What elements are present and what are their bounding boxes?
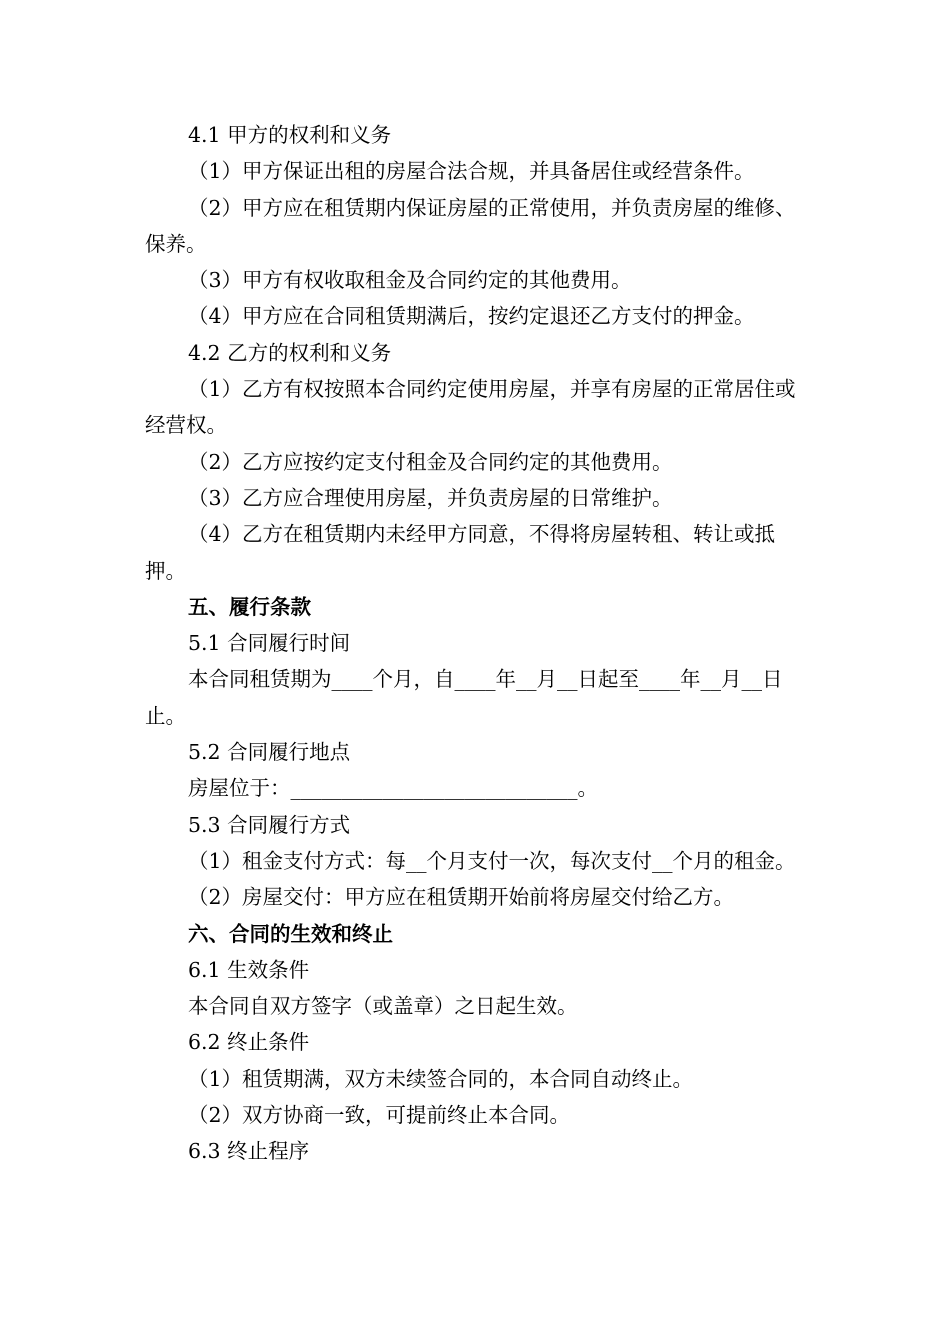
subsection-heading-4-2: 4.2 乙方的权利和义务 [188, 340, 392, 365]
subsection-heading-6-3: 6.3 终止程序 [188, 1139, 310, 1164]
paragraph-4-1-item-4: （4）甲方应在合同租赁期满后，按约定退还乙方支付的押金。 [188, 304, 755, 329]
paragraph-4-2-item-2: （2）乙方应按约定支付租金及合同约定的其他费用。 [188, 449, 673, 474]
section-heading-6: 六、合同的生效和终止 [188, 921, 393, 946]
subsection-heading-4-1: 4.1 甲方的权利和义务 [188, 123, 392, 147]
subsection-heading-5-3: 5.3 合同履行方式 [188, 812, 351, 837]
paragraph-4-2-item-1: （1）乙方有权按照本合同约定使用房屋，并享有房屋的正常居住或经营权。 [145, 377, 796, 438]
paragraph-4-2-item-3: （3）乙方应合理使用房屋，并负责房屋的日常维护。 [188, 485, 673, 510]
document-body [145, 117, 810, 1170]
subsection-heading-5-1: 5.1 合同履行时间 [188, 631, 351, 656]
paragraph-6-2-item-1: （1）租赁期满，双方未续签合同的，本合同自动终止。 [188, 1066, 694, 1091]
paragraph-5-2-location: 房屋位于：____________________________。 [188, 776, 598, 801]
paragraph-5-3-item-2: （2）房屋交付：甲方应在租赁期开始前将房屋交付给乙方。 [188, 885, 735, 910]
paragraph-4-1-item-2: （2）甲方应在租赁期内保证房屋的正常使用，并负责房屋的维修、保养。 [145, 195, 796, 256]
subsection-heading-6-2: 6.2 终止条件 [188, 1030, 310, 1055]
subsection-heading-5-2: 5.2 合同履行地点 [188, 740, 351, 765]
paragraph-4-1-item-1: （1）甲方保证出租的房屋合法合规，并具备居住或经营条件。 [188, 159, 755, 184]
paragraph-5-3-item-1: （1）租金支付方式：每__个月支付一次，每次支付__个月的租金。 [188, 848, 796, 873]
paragraph-5-1-term: 本合同租赁期为____个月，自____年__月__日起至____年__月__日止。 [145, 667, 783, 728]
section-heading-5: 五、履行条款 [188, 594, 311, 619]
paragraph-4-1-item-3: （3）甲方有权收取租金及合同约定的其他费用。 [188, 268, 632, 293]
paragraph-6-1-effect: 本合同自双方签字（或盖章）之日起生效。 [188, 994, 578, 1019]
paragraph-6-2-item-2: （2）双方协商一致，可提前终止本合同。 [188, 1103, 571, 1128]
subsection-heading-6-1: 6.1 生效条件 [188, 957, 310, 982]
paragraph-4-2-item-4: （4）乙方在租赁期内未经甲方同意，不得将房屋转租、转让或抵押。 [145, 522, 776, 583]
